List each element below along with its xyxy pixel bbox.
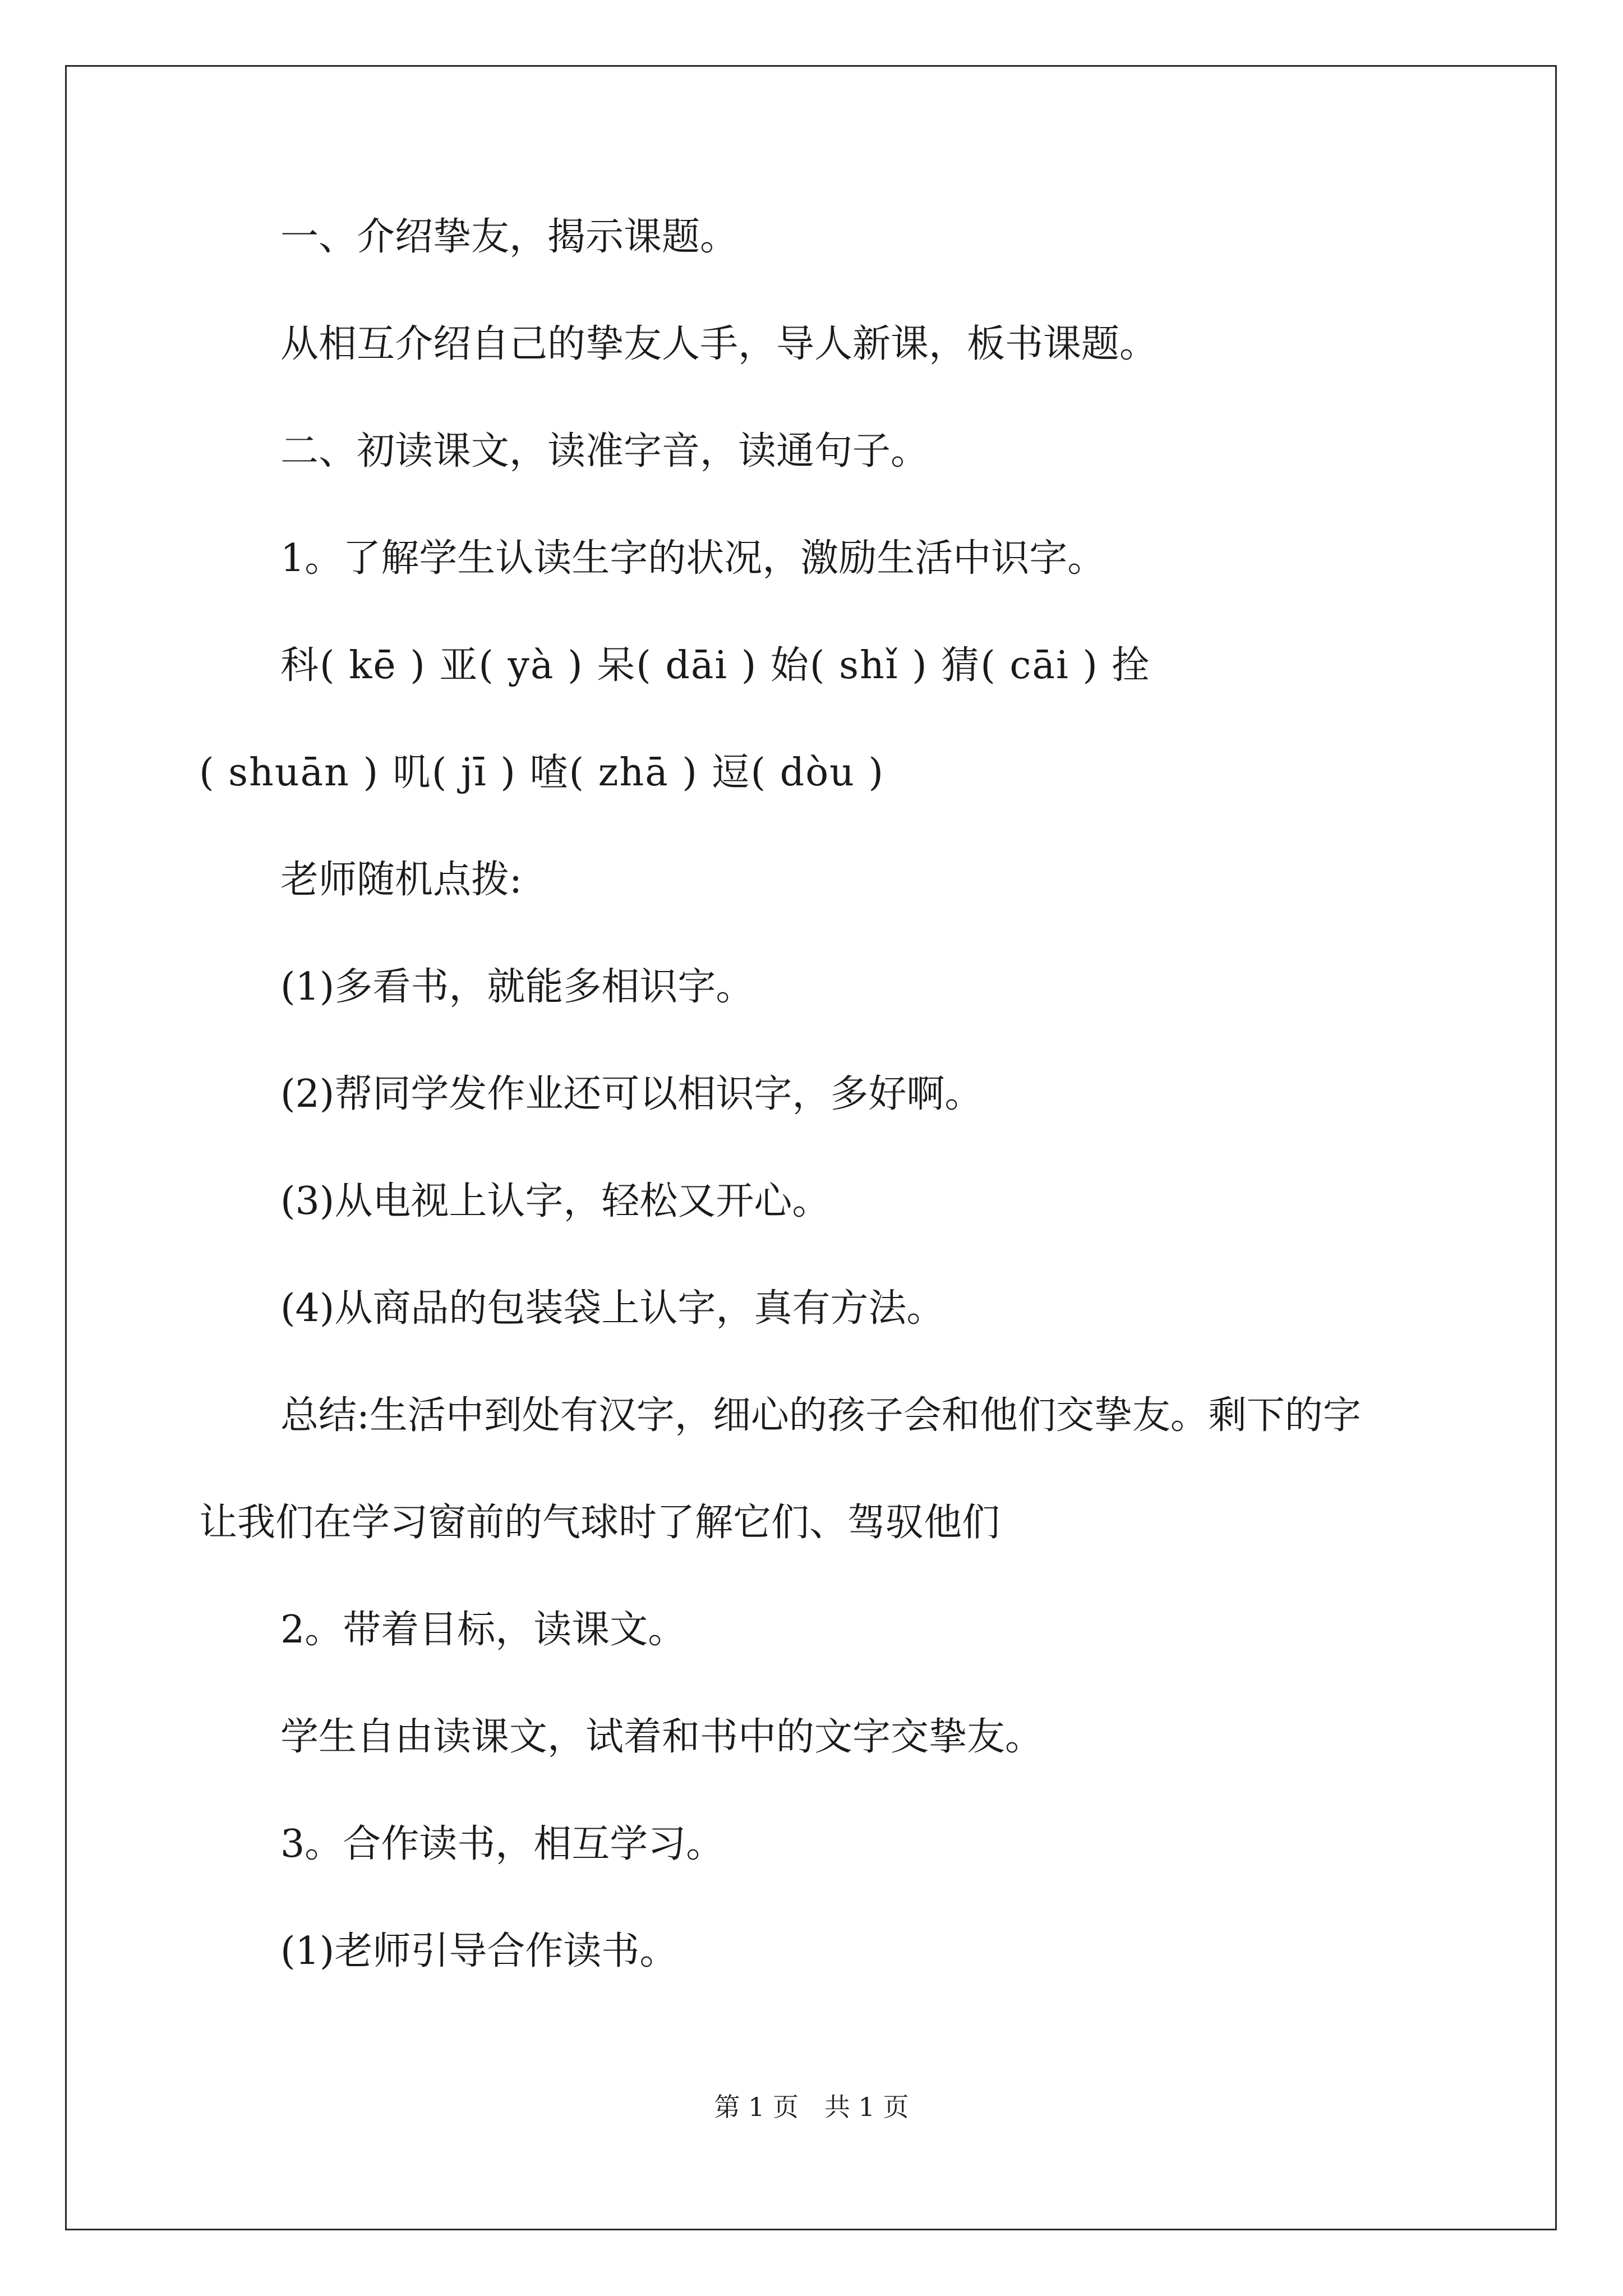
paragraph: 学生自由读课文，试着和书中的文字交挚友。 xyxy=(280,1715,1044,1759)
paragraph: 从相互介绍自己的挚友人手，导人新课，板书课题。 xyxy=(280,322,1158,366)
paragraph: 2。带着目标，读课文。 xyxy=(280,1608,686,1652)
list-item: (4)从商品的包装袋上认字，真有方法。 xyxy=(280,1286,945,1331)
page-footer: 第 1 页 共 1 页 xyxy=(714,2092,909,2122)
summary-line-2: 让我们在学习窗前的气球时了解它们、驾驭他们 xyxy=(199,1501,1000,1545)
pinyin-line-2: ( shuān ) 叽( jī ) 喳( zhā ) 逗( dòu ) xyxy=(199,751,885,795)
list-item: (1)老师引导合作读书。 xyxy=(280,1929,678,1973)
section-heading-2: 二、初读课文，读准字音，读通句子。 xyxy=(280,429,929,473)
paragraph: 3。合作读书，相互学习。 xyxy=(280,1822,725,1866)
summary-line-1: 总结:生活中到处有汉字，细心的孩子会和他们交挚友。剩下的字 xyxy=(280,1393,1361,1438)
list-item: (3)从电视上认字，轻松又开心。 xyxy=(280,1179,831,1223)
list-item: (1)多看书，就能多相识字。 xyxy=(280,965,754,1009)
paragraph: 老师随机点拨: xyxy=(280,858,522,902)
section-heading-1: 一、介绍挚友，揭示课题。 xyxy=(280,215,739,259)
pinyin-line-1: 科( kē ) 亚( yà ) 呆( dāi ) 始( shǐ ) 猜( cāi ) 拴 xyxy=(280,643,1151,688)
document-body xyxy=(199,210,1433,1978)
list-item: (2)帮同学发作业还可以相识字，多好啊。 xyxy=(280,1072,983,1116)
paragraph: 1。了解学生认读生字的状况，激励生活中识字。 xyxy=(280,536,1106,581)
